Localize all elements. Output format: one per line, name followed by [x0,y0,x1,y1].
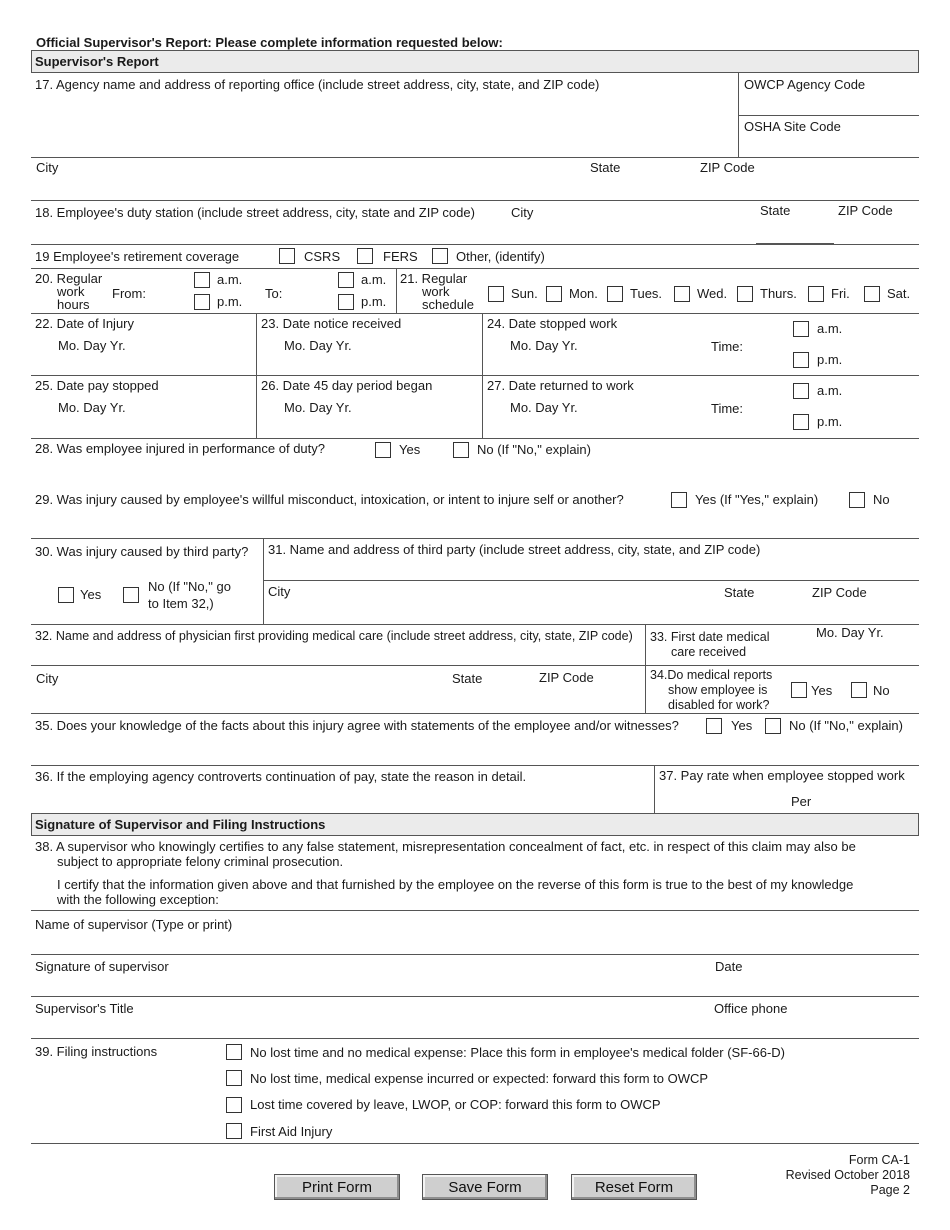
filing-option-2-label: No lost time, medical expense incurred or expected: forward this form to OWCP [250,1071,709,1086]
q21-label-line1: 21. Regular [400,271,468,286]
q33-label-line2: care received [671,645,747,659]
q28-yes-label: Yes [399,442,421,457]
filing-option-3-checkbox[interactable] [226,1097,242,1113]
q27-label: 27. Date returned to work [487,378,634,393]
q26-mdy: Mo. Day Yr. [284,400,352,415]
q18-city-label: City [511,205,534,220]
filing-option-3-label: Lost time covered by leave, LWOP, or COP: forward this form to OWCP [250,1097,661,1112]
to-pm-checkbox[interactable] [338,294,354,310]
sun-checkbox[interactable] [488,286,504,302]
supervisor-title-label: Supervisor's Title [35,1001,134,1016]
divider [31,438,919,439]
other-coverage-label: Other, (identify) [456,249,545,264]
to-pm-label: p.m. [361,294,387,309]
q35-yes-label: Yes [731,718,753,733]
q21-label-line2: work [422,284,450,299]
q30-yes-label: Yes [80,587,102,602]
q20-label-line2: work [57,284,85,299]
q24-pm-label: p.m. [817,352,843,367]
q30-no-checkbox[interactable] [123,587,139,603]
q34-no-label: No [873,683,890,698]
q34-yes-checkbox[interactable] [791,682,807,698]
q35-yes-checkbox[interactable] [706,718,722,734]
q24-am-label: a.m. [817,321,843,336]
fri-checkbox[interactable] [808,286,824,302]
q35-label: 35. Does your knowledge of the facts about this injury agree with statements of the employee and/or witnesses? [35,718,679,733]
from-pm-checkbox[interactable] [194,294,210,310]
q37-label: 37. Pay rate when employee stopped work [659,768,905,783]
q22-label: 22. Date of Injury [35,316,134,331]
q24-pm-checkbox[interactable] [793,352,809,368]
q24-time-label: Time: [711,339,744,354]
to-am-checkbox[interactable] [338,272,354,288]
q18-zip-label: ZIP Code [838,203,893,218]
save-form-button[interactable]: Save Form [422,1174,548,1200]
tues-checkbox[interactable] [607,286,623,302]
q23-mdy: Mo. Day Yr. [284,338,352,353]
fers-label: FERS [383,249,418,264]
q28-label: 28. Was employee injured in performance of duty? [35,441,326,456]
q32-label: 32. Name and address of physician first providing medical care (include street address, city, state, ZIP code) [35,629,633,643]
q29-yes-label: Yes (If "Yes," explain) [695,492,819,507]
q38-line2: subject to appropriate felony criminal prosecution. [57,854,344,869]
q32-zip-label: ZIP Code [539,670,594,685]
divider [31,538,919,539]
section-supervisor-report [31,50,919,73]
divider [31,244,919,245]
thurs-checkbox[interactable] [737,286,753,302]
form-intro: Official Supervisor's Report: Please complete information requested below: [36,35,503,50]
q27-am-checkbox[interactable] [793,383,809,399]
print-form-button[interactable]: Print Form [274,1174,400,1200]
q19-label: 19 Employee's retirement coverage [35,249,240,264]
q30-yes-checkbox[interactable] [58,587,74,603]
q27-pm-label: p.m. [817,414,843,429]
divider [738,115,919,116]
to-am-label: a.m. [361,272,387,287]
form-revision: Revised October 2018 [785,1168,910,1182]
divider [31,1038,919,1039]
sat-label: Sat. [887,286,911,301]
divider [654,765,655,813]
filing-option-1-checkbox[interactable] [226,1044,242,1060]
q30-label: 30. Was injury caused by third party? [35,544,249,559]
q18-label: 18. Employee's duty station (include street address, city, state and ZIP code) [35,205,475,220]
q24-mdy: Mo. Day Yr. [510,338,578,353]
q31-state-label: State [724,585,755,600]
q29-no-label: No [873,492,890,507]
q33-mdy: Mo. Day Yr. [816,625,884,640]
divider [263,580,919,581]
wed-label: Wed. [697,286,728,301]
mon-label: Mon. [569,286,598,301]
filing-option-4-label: First Aid Injury [250,1124,333,1139]
q37-per-label: Per [791,794,812,809]
form-number: Form CA-1 [848,1153,910,1167]
q32-state-label: State [452,671,483,686]
wed-checkbox[interactable] [674,286,690,302]
thurs-label: Thurs. [760,286,797,301]
divider [31,765,919,766]
divider [31,313,919,314]
q25-label: 25. Date pay stopped [35,378,159,393]
q29-label: 29. Was injury caused by employee's willful misconduct, intoxication, or intent to injure self or another? [35,492,624,507]
q23-label: 23. Date notice received [261,316,402,331]
sat-checkbox[interactable] [864,286,880,302]
other-coverage-checkbox[interactable] [432,248,448,264]
csrs-checkbox[interactable] [279,248,295,264]
divider [263,538,264,624]
q17-state-label: State [590,160,621,175]
tues-label: Tues. [630,286,663,301]
q27-am-label: a.m. [817,383,843,398]
q27-mdy: Mo. Day Yr. [510,400,578,415]
q30-no-label-line1: No (If "No," go [148,579,231,594]
office-phone-label: Office phone [714,1001,788,1016]
q29-yes-checkbox[interactable] [671,492,687,508]
from-label: From: [112,286,146,301]
divider [31,996,919,997]
q28-no-checkbox[interactable] [453,442,469,458]
certify-line1: I certify that the information given above and that furnished by the employee on the reverse of this form is true to the best of my knowledge [57,877,854,892]
page-number: Page 2 [870,1183,910,1197]
from-pm-label: p.m. [217,294,243,309]
q33-label-line1: 33. First date medical [650,630,770,644]
filing-option-2-checkbox[interactable] [226,1070,242,1086]
q26-label: 26. Date 45 day period began [261,378,433,393]
q38-line1: 38. A supervisor who knowingly certifies to any false statement, misrepresentation concealment of fact, etc. in respect of this claim may also be [35,839,856,854]
filing-option-1-label: No lost time and no medical expense: Place this form in employee's medical folder (SF-66-D) [250,1045,785,1060]
supervisor-signature-label: Signature of supervisor [35,959,169,974]
section-signature-filing [31,813,919,836]
q24-am-checkbox[interactable] [793,321,809,337]
q24-label: 24. Date stopped work [487,316,618,331]
reset-form-button[interactable]: Reset Form [571,1174,697,1200]
divider [31,713,919,714]
q32-city-label: City [36,671,59,686]
divider [31,910,919,911]
filing-option-4-checkbox[interactable] [226,1123,242,1139]
divider [645,624,646,714]
q28-yes-checkbox[interactable] [375,442,391,458]
divider [31,1143,919,1144]
divider [31,157,919,158]
q34-yes-label: Yes [811,683,833,698]
q36-label: 36. If the employing agency controverts continuation of pay, state the reason in detail. [35,769,527,784]
divider [31,268,919,269]
date-label: Date [715,959,743,974]
q34-label-line1: 34.Do medical reports [650,668,773,682]
fers-checkbox[interactable] [357,248,373,264]
q34-no-checkbox[interactable] [851,682,867,698]
csrs-label: CSRS [304,249,341,264]
q34-label-line2: show employee is [668,683,768,697]
q39-label: 39. Filing instructions [35,1044,158,1059]
q27-pm-checkbox[interactable] [793,414,809,430]
q17-zip-label: ZIP Code [700,160,755,175]
q21-label-line3: schedule [422,297,475,312]
q31-zip-label: ZIP Code [812,585,867,600]
q28-no-label: No (If "No," explain) [477,442,591,457]
q17-city-label: City [36,160,59,175]
owcp-agency-code-label: OWCP Agency Code [744,77,866,92]
q35-no-checkbox[interactable] [765,718,781,734]
osha-site-code-label: OSHA Site Code [744,119,841,134]
from-am-label: a.m. [217,272,243,287]
divider [31,954,919,955]
q20-label-line3: hours [57,297,90,312]
section-title: Supervisor's Report [35,54,159,69]
q29-no-checkbox[interactable] [849,492,865,508]
fri-label: Fri. [831,286,850,301]
mon-checkbox[interactable] [546,286,562,302]
q30-no-label-line2: to Item 32,) [148,596,214,611]
divider [31,200,919,201]
sun-label: Sun. [511,286,538,301]
q35-no-label: No (If "No," explain) [789,718,903,733]
q31-label: 31. Name and address of third party (include street address, city, state, and ZIP code) [268,542,761,557]
supervisor-name-label: Name of supervisor (Type or print) [35,917,233,932]
q34-label-line3: disabled for work? [668,698,770,712]
q18-state-label: State [760,203,791,218]
q20-label-line1: 20. Regular [35,271,103,286]
to-label: To: [265,286,283,301]
q25-mdy: Mo. Day Yr. [58,400,126,415]
divider [31,665,919,666]
divider [396,268,397,313]
q31-city-label: City [268,584,291,599]
certify-line2: with the following exception: [57,892,219,907]
q27-time-label: Time: [711,401,744,416]
q17-label: 17. Agency name and address of reporting office (include street address, city, state, and ZIP code) [35,77,600,92]
divider [31,624,919,625]
q22-mdy: Mo. Day Yr. [58,338,126,353]
section-title: Signature of Supervisor and Filing Instructions [35,817,326,832]
divider [31,375,919,376]
from-am-checkbox[interactable] [194,272,210,288]
